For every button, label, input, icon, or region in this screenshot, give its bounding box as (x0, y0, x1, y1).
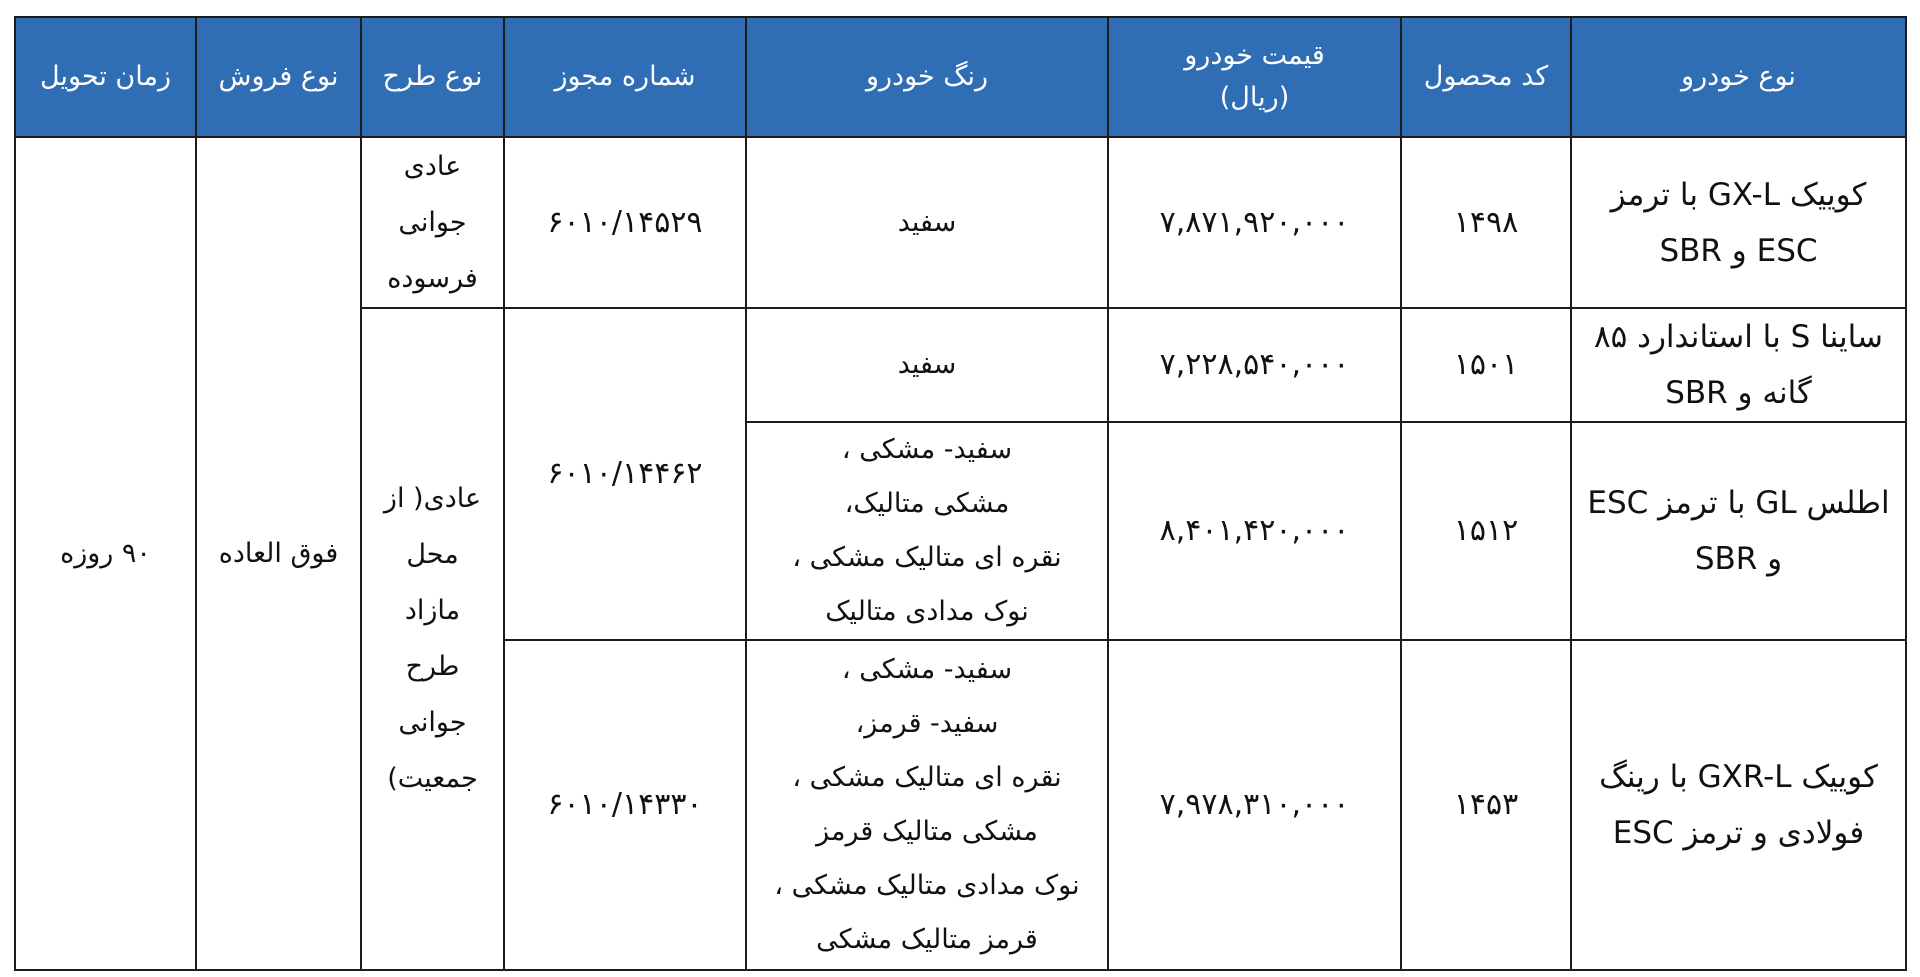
permit-number-value: ۶۰۱۰/۱۴۴۶۲ (547, 456, 703, 491)
car-type-line: اطلس GL با ترمز ESC (1587, 485, 1890, 521)
header-price-unit: (ریال) (1219, 82, 1290, 113)
product-code-cell: ۱۵۰۱ (1401, 308, 1571, 422)
color-line: نقره ای متالیک مشکی ، (792, 762, 1062, 793)
price-table (14, 16, 1907, 971)
permit-number-value: ۶۰۱۰/۱۴۳۳۰ (547, 787, 703, 822)
color-line: سفید- قرمز، (855, 708, 999, 739)
car-type-cell (1571, 640, 1906, 970)
car-type-line: ساینا S با استاندارد ۸۵ (1593, 319, 1883, 355)
header-price (1108, 17, 1401, 137)
delivery-time-cell: ۹۰ روزه (15, 137, 196, 970)
color-line: سفید (897, 349, 957, 380)
plan-type-cell (361, 137, 504, 308)
plan-line: طرح (405, 651, 460, 682)
color-line: سفید (897, 206, 957, 238)
color-line: نقره ای متالیک مشکی ، (792, 542, 1062, 573)
car-type-line: فولادی و ترمز ESC (1612, 815, 1865, 851)
car-type-line: گانه و SBR (1665, 375, 1812, 411)
header-color: رنگ خودرو (746, 17, 1108, 137)
car-type-cell (1571, 308, 1906, 422)
plan-line: مازاد (404, 595, 461, 626)
product-code-cell: ۱۵۱۲ (1401, 422, 1571, 640)
header-price-title: قیمت خودرو (1184, 40, 1325, 71)
plan-line: جمعیت) (387, 763, 478, 794)
plan-line: عادی (403, 150, 462, 182)
plan-line: فرسوده (387, 262, 478, 294)
price-cell: ۷,۸۷۱,۹۲۰,۰۰۰ (1108, 137, 1401, 308)
header-car-type: نوع خودرو (1571, 17, 1906, 137)
car-type-line: کوییک GXR-L با رینگ (1599, 759, 1878, 795)
color-line: نوک مدادی متالیک (825, 596, 1029, 627)
header-delivery-time: زمان تحویل (15, 17, 196, 137)
permit-number-cell (504, 640, 746, 970)
plan-line: عادی( از (383, 483, 482, 514)
product-code-cell: ۱۴۹۸ (1401, 137, 1571, 308)
permit-number-cell (504, 308, 746, 640)
car-type-line: ESC و SBR (1659, 232, 1818, 269)
plan-line: جوانی (398, 206, 467, 238)
color-cell (746, 640, 1108, 970)
car-type-cell (1571, 137, 1906, 308)
header-sale-type: نوع فروش (196, 17, 361, 137)
color-line: قرمز متالیک مشکی (816, 924, 1038, 955)
car-type-cell (1571, 422, 1906, 640)
color-line: مشکی متالیک قرمز (816, 816, 1038, 847)
product-code-cell: ۱۴۵۳ (1401, 640, 1571, 970)
car-type-line: و SBR (1694, 541, 1783, 577)
car-type-line: کوییک GX-L با ترمز (1610, 176, 1867, 213)
color-cell (746, 308, 1108, 422)
sale-type-cell: فوق العاده (196, 137, 361, 970)
color-cell (746, 137, 1108, 308)
header-row (15, 17, 1906, 137)
color-line: نوک مدادی متالیک مشکی ، (774, 870, 1080, 901)
color-line: سفید- مشکی ، (841, 434, 1013, 465)
permit-number-value: ۶۰۱۰/۱۴۵۲۹ (547, 204, 703, 240)
color-line: سفید- مشکی ، (841, 654, 1013, 685)
price-cell: ۷,۲۲۸,۵۴۰,۰۰۰ (1108, 308, 1401, 422)
color-line: مشکی متالیک، (844, 488, 1010, 519)
price-cell: ۸,۴۰۱,۴۲۰,۰۰۰ (1108, 422, 1401, 640)
plan-line: محل (406, 539, 459, 570)
color-cell (746, 422, 1108, 640)
permit-number-cell (504, 137, 746, 308)
plan-line: جوانی (398, 707, 467, 738)
header-permit-number: شماره مجوز (504, 17, 746, 137)
plan-type-cell (361, 308, 504, 970)
header-plan-type: نوع طرح (361, 17, 504, 137)
header-product-code: کد محصول (1401, 17, 1571, 137)
price-cell: ۷,۹۷۸,۳۱۰,۰۰۰ (1108, 640, 1401, 970)
table-row (15, 137, 1906, 308)
